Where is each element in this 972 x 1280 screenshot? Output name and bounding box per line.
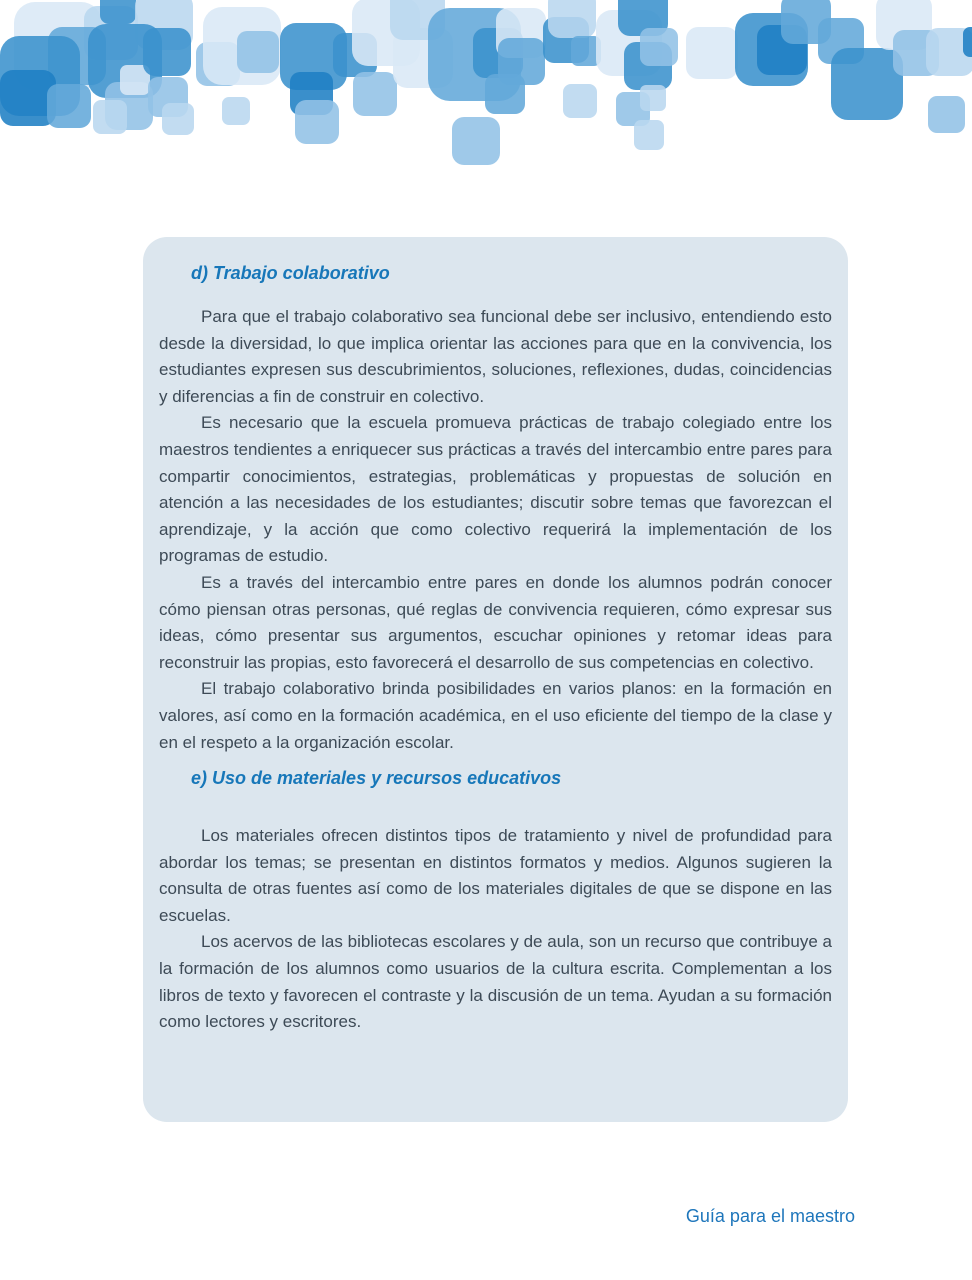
paragraph: Los acervos de las bibliotecas escolares y de aula, son un recurso que contribuye a la formación de los alumnos como usuarios de la cultura escrita. Complementan a los libros de texto y favorecen el contraste y la discusión de un tema. Ayudan a su formación como lectores y escritores.	[159, 932, 832, 1032]
decorative-square	[928, 96, 965, 133]
decorative-square	[100, 0, 136, 24]
paragraph: Para que el trabajo colaborativo sea funcional debe ser inclusivo, entendiendo esto desde la diversidad, lo que implica orientar las acciones para que en la convivencia, los estudiantes expresen sus descubrimientos, soluciones, reflexiones, dudas, coincidencias y diferencias a fin de construir en colectivo.	[159, 307, 832, 406]
paragraph: Es necesario que la escuela promueva prácticas de trabajo colegiado entre los maestros tendientes a enriquecer sus prácticas a través del intercambio entre pares para compartir conocimientos, estrategias, problemáticas y propuestas de solución en atención a las necesidades de los estudiantes; discutir sobre temas que favorezcan el aprendizaje, y la acción que como colectivo requerirá la implementación de los programas de estudio.	[159, 413, 832, 566]
paragraph: Los materiales ofrecen distintos tipos de tratamiento y nivel de profundidad para abordar los temas; se presentan en distintos formatos y medios. Algunos sugieren la consulta de otras fuentes así como de los materiales digitales de que se dispone en las escuelas.	[159, 826, 832, 925]
decorative-square	[686, 27, 738, 79]
decorative-square	[295, 100, 339, 144]
section-heading-d-trabajo-colaborativo: d) Trabajo colaborativo	[191, 263, 390, 283]
section-heading-e-uso-de-materiales: e) Uso de materiales y recursos educativos	[191, 768, 562, 789]
paragraph: Es a través del intercambio entre pares en donde los alumnos podrán conocer cómo piensan otras personas, qué reglas de convivencia requieren, cómo expresar sus ideas, cómo presentar sus argumentos, escuchar opiniones y retomar ideas para reconstruir las propias, esto favorecerá el desarrollo de sus competencias en colectivo.	[159, 572, 832, 672]
decorative-square	[222, 97, 250, 125]
decorative-square	[143, 28, 191, 76]
decorative-square	[237, 31, 279, 73]
decorative-square	[640, 28, 678, 66]
decorative-square	[162, 103, 194, 135]
decorative-square	[93, 100, 127, 134]
decorative-square	[963, 27, 972, 57]
section-d-body	[159, 304, 832, 756]
decorative-square	[498, 38, 545, 85]
section-e-body	[159, 823, 832, 1036]
decorative-square	[563, 84, 597, 118]
paragraph: El trabajo colaborativo brinda posibilidades en varios planos: en la formación en valores, así como en la formación académica, en el uso eficiente del tiempo de la clase y en el respeto a la organización escolar.	[159, 679, 832, 752]
decorative-square	[452, 117, 500, 165]
decorative-square	[353, 72, 397, 116]
header-decoration	[0, 0, 972, 195]
decorative-square	[548, 0, 596, 38]
page-footer: Guía para el maestro	[685, 1206, 855, 1226]
decorative-square	[640, 85, 666, 111]
content-box	[143, 237, 848, 1122]
decorative-square	[634, 120, 664, 150]
decorative-square	[47, 84, 91, 128]
